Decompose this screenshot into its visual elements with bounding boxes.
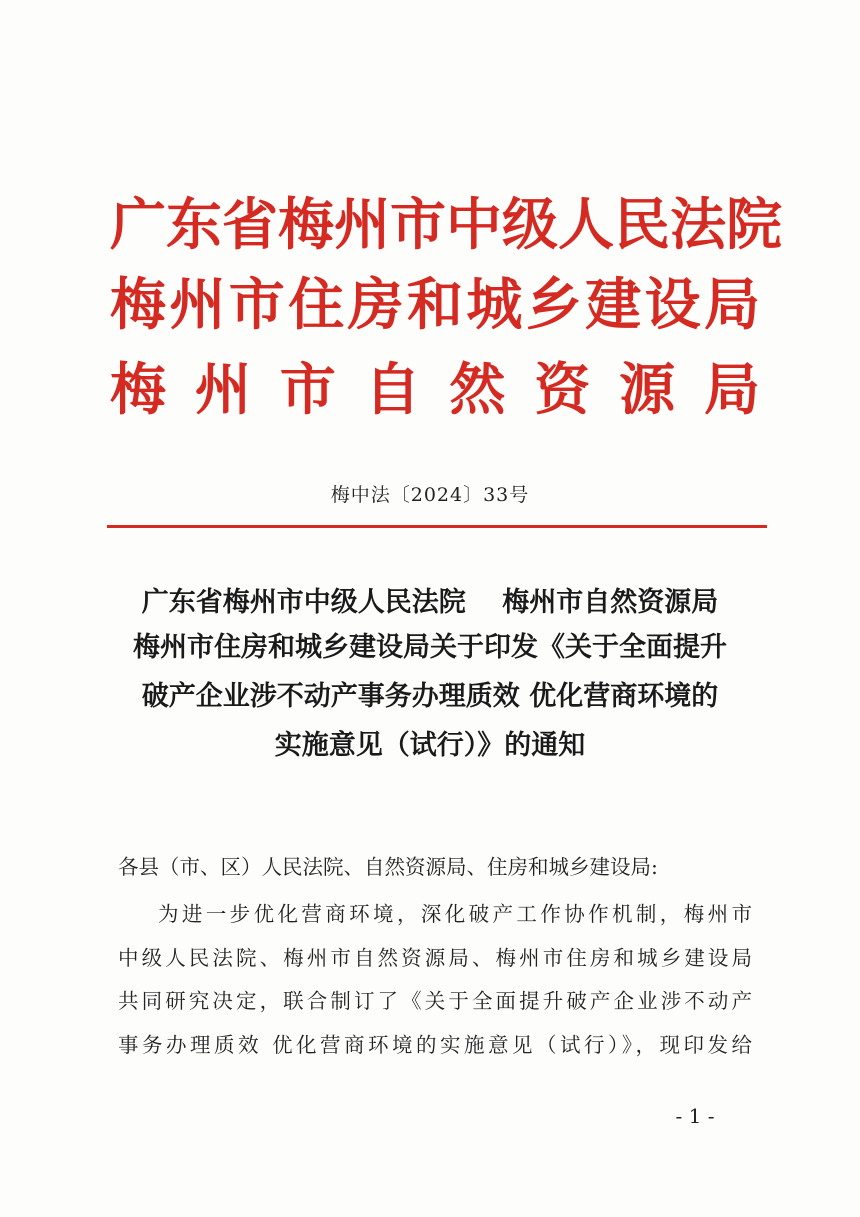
issuer-name-court: 广东省梅州市中级人民法院 [110,193,782,258]
issuer-name-housing-bureau: 梅州市住房和城乡建设局 [110,273,760,338]
document-title-line: 广东省梅州市中级人民法院 梅州市自然资源局 [141,587,719,618]
body-paragraph-line: 为进一步优化营商环境，深化破产工作协作机制，梅州市 [158,902,752,926]
document-title-line: 梅州市住房和城乡建设局关于印发《关于全面提升 [133,632,727,663]
page-number: - 1 - [675,1104,715,1128]
body-paragraph-line: 事务办理质效 优化营商环境的实施意见（试行）》，现印发给 [118,1033,752,1057]
body-paragraph-line: 共同研究决定，联合制订了《关于全面提升破产企业涉不动产 [118,989,752,1013]
red-header-divider [107,525,767,528]
document-title-line: 实施意见（试行）》的通知 [274,730,586,761]
body-paragraph-line: 中级人民法院、梅州市自然资源局、梅州市住房和城乡建设局 [118,946,752,970]
document-title-line: 破产企业涉不动产事务办理质效 优化营商环境的 [141,681,719,712]
document-number: 梅中法〔2024〕33号 [330,484,530,506]
issuer-name-natural-resources-bureau: 梅州市自然资源局 [110,358,760,423]
salutation: 各县（市、区）人民法院、自然资源局、住房和城乡建设局: [118,855,658,879]
